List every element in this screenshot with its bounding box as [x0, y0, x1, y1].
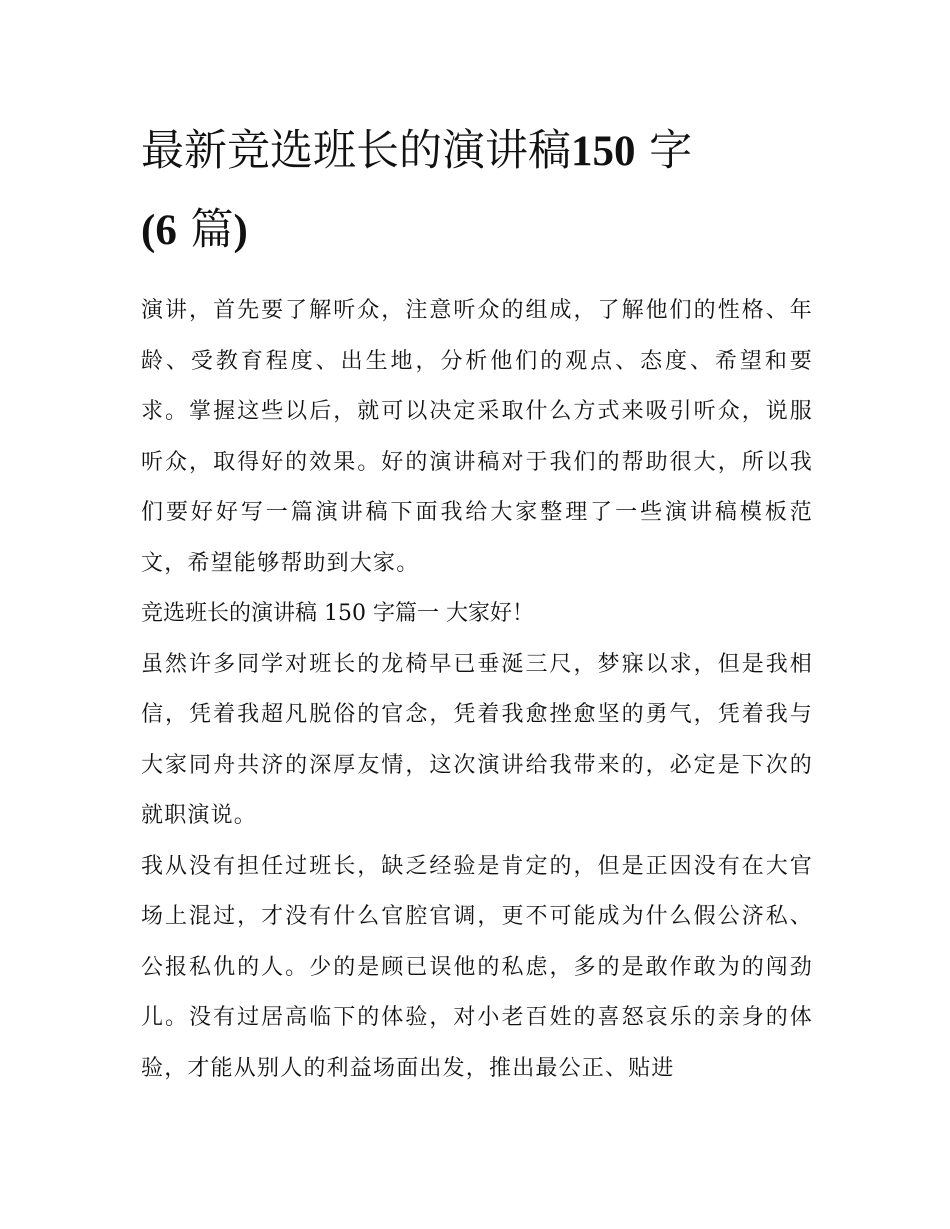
section-heading-paragraph: 竞选班长的演讲稿 150 字篇一 大家好！: [141, 601, 534, 626]
title-text-part2: 字: [649, 126, 693, 176]
document-body: [141, 286, 813, 1094]
document-title: [141, 112, 813, 270]
intro-paragraph: 演讲，首先要了解听众，注意听众的组成，了解他们的性格、年龄、受教育程度、出生地，分析他们的观点、态度、希望和要求。掌握这些以后，就可以决定采取什么方式来吸引听众，说服听众，取得好的效果。好的演讲稿对于我们的帮助很大，所以我们要好好写一篇演讲稿下面我给大家整理了一些演讲稿模板范文，希望能够帮助到大家。: [141, 298, 813, 576]
title-text-part1: 最新竞选班长的演讲稿: [141, 126, 571, 176]
title-paren-open: (: [141, 207, 156, 254]
title-number: 150: [571, 128, 636, 175]
title-count: 6: [155, 207, 177, 254]
speech-paragraph-2: 我从没有担任过班长，缺乏经验是肯定的，但是正因没有在大官场上混过，才没有什么官腔官调，更不可能成为什么假公济私、公报私仇的人。少的是顾已误他的私虑，多的是敢作敢为的闯劲儿。没有过居高临下的体验，对小老百姓的喜怒哀乐的亲身的体验，才能从别人的利益场面出发，推出最公正、贴进: [141, 853, 813, 1081]
title-count-word: 篇: [190, 205, 234, 255]
document-page: [141, 112, 813, 1094]
speech-paragraph-1: 虽然许多同学对班长的龙椅早已垂涎三尺，梦寐以求，但是我相信，凭着我超凡脱俗的官念，凭着我愈挫愈坚的勇气，凭着我与大家同舟共济的深厚友情，这次演讲给我带来的，必定是下次的就职演说。: [141, 651, 813, 828]
title-paren-close: ): [233, 207, 248, 254]
